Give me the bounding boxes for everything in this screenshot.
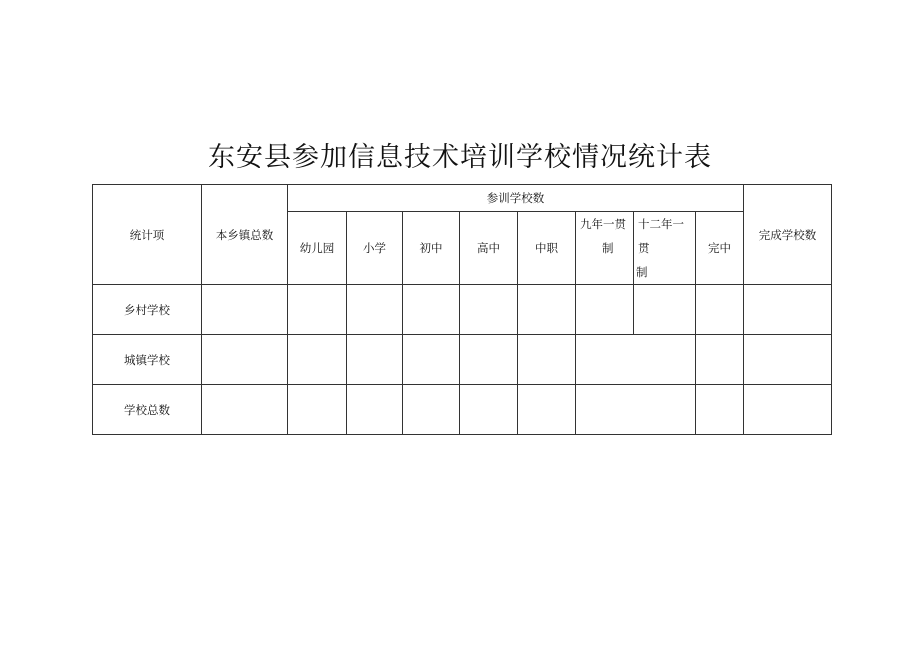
header-complete-middle: 完中 — [696, 212, 744, 285]
table-cell — [347, 385, 403, 435]
table-cell — [518, 335, 576, 385]
header-nine-year-line1: 九年一贯 — [580, 217, 626, 231]
table-cell — [696, 385, 744, 435]
header-town-total: 本乡镇总数 — [202, 185, 288, 285]
table-cell — [288, 385, 347, 435]
header-twelve-year — [634, 212, 696, 285]
table-row — [93, 385, 832, 435]
table-cell — [518, 285, 576, 335]
header-completed-schools: 完成学校数 — [744, 185, 832, 285]
header-nine-year-line2: 制 — [602, 241, 614, 255]
header-trained-schools: 参训学校数 — [288, 185, 744, 212]
table-cell — [202, 335, 288, 385]
table-cell — [460, 385, 518, 435]
header-primary: 小学 — [347, 212, 403, 285]
table-cell — [403, 335, 460, 385]
table-cell — [576, 385, 696, 435]
header-row-top — [93, 185, 832, 212]
row-label-total: 学校总数 — [93, 385, 202, 435]
header-kindergarten: 幼儿园 — [288, 212, 347, 285]
header-twelve-year-line2: 制 — [636, 265, 648, 279]
table-cell — [347, 335, 403, 385]
table-cell — [576, 285, 634, 335]
header-senior: 高中 — [460, 212, 518, 285]
table-cell — [576, 335, 696, 385]
table-cell — [634, 285, 696, 335]
page-title: 东安县参加信息技术培训学校情况统计表 — [208, 142, 712, 173]
row-label-rural: 乡村学校 — [93, 285, 202, 335]
table-row — [93, 335, 832, 385]
table-cell — [696, 335, 744, 385]
header-nine-year — [576, 212, 634, 285]
table-cell — [518, 385, 576, 435]
table-cell — [460, 335, 518, 385]
table-cell — [744, 335, 832, 385]
row-label-urban: 城镇学校 — [93, 335, 202, 385]
table-cell — [460, 285, 518, 335]
table-cell — [347, 285, 403, 335]
table-cell — [288, 285, 347, 335]
table-cell — [403, 285, 460, 335]
table-cell — [696, 285, 744, 335]
header-junior: 初中 — [403, 212, 460, 285]
table-cell — [202, 285, 288, 335]
table-cell — [202, 385, 288, 435]
table-row — [93, 285, 832, 335]
table-cell — [744, 385, 832, 435]
header-stat-item: 统计项 — [93, 185, 202, 285]
table-cell — [403, 385, 460, 435]
table-cell — [288, 335, 347, 385]
table-cell — [744, 285, 832, 335]
header-vocational: 中职 — [518, 212, 576, 285]
header-twelve-year-line1: 十二年一贯 — [638, 217, 684, 255]
statistics-table — [92, 184, 832, 435]
